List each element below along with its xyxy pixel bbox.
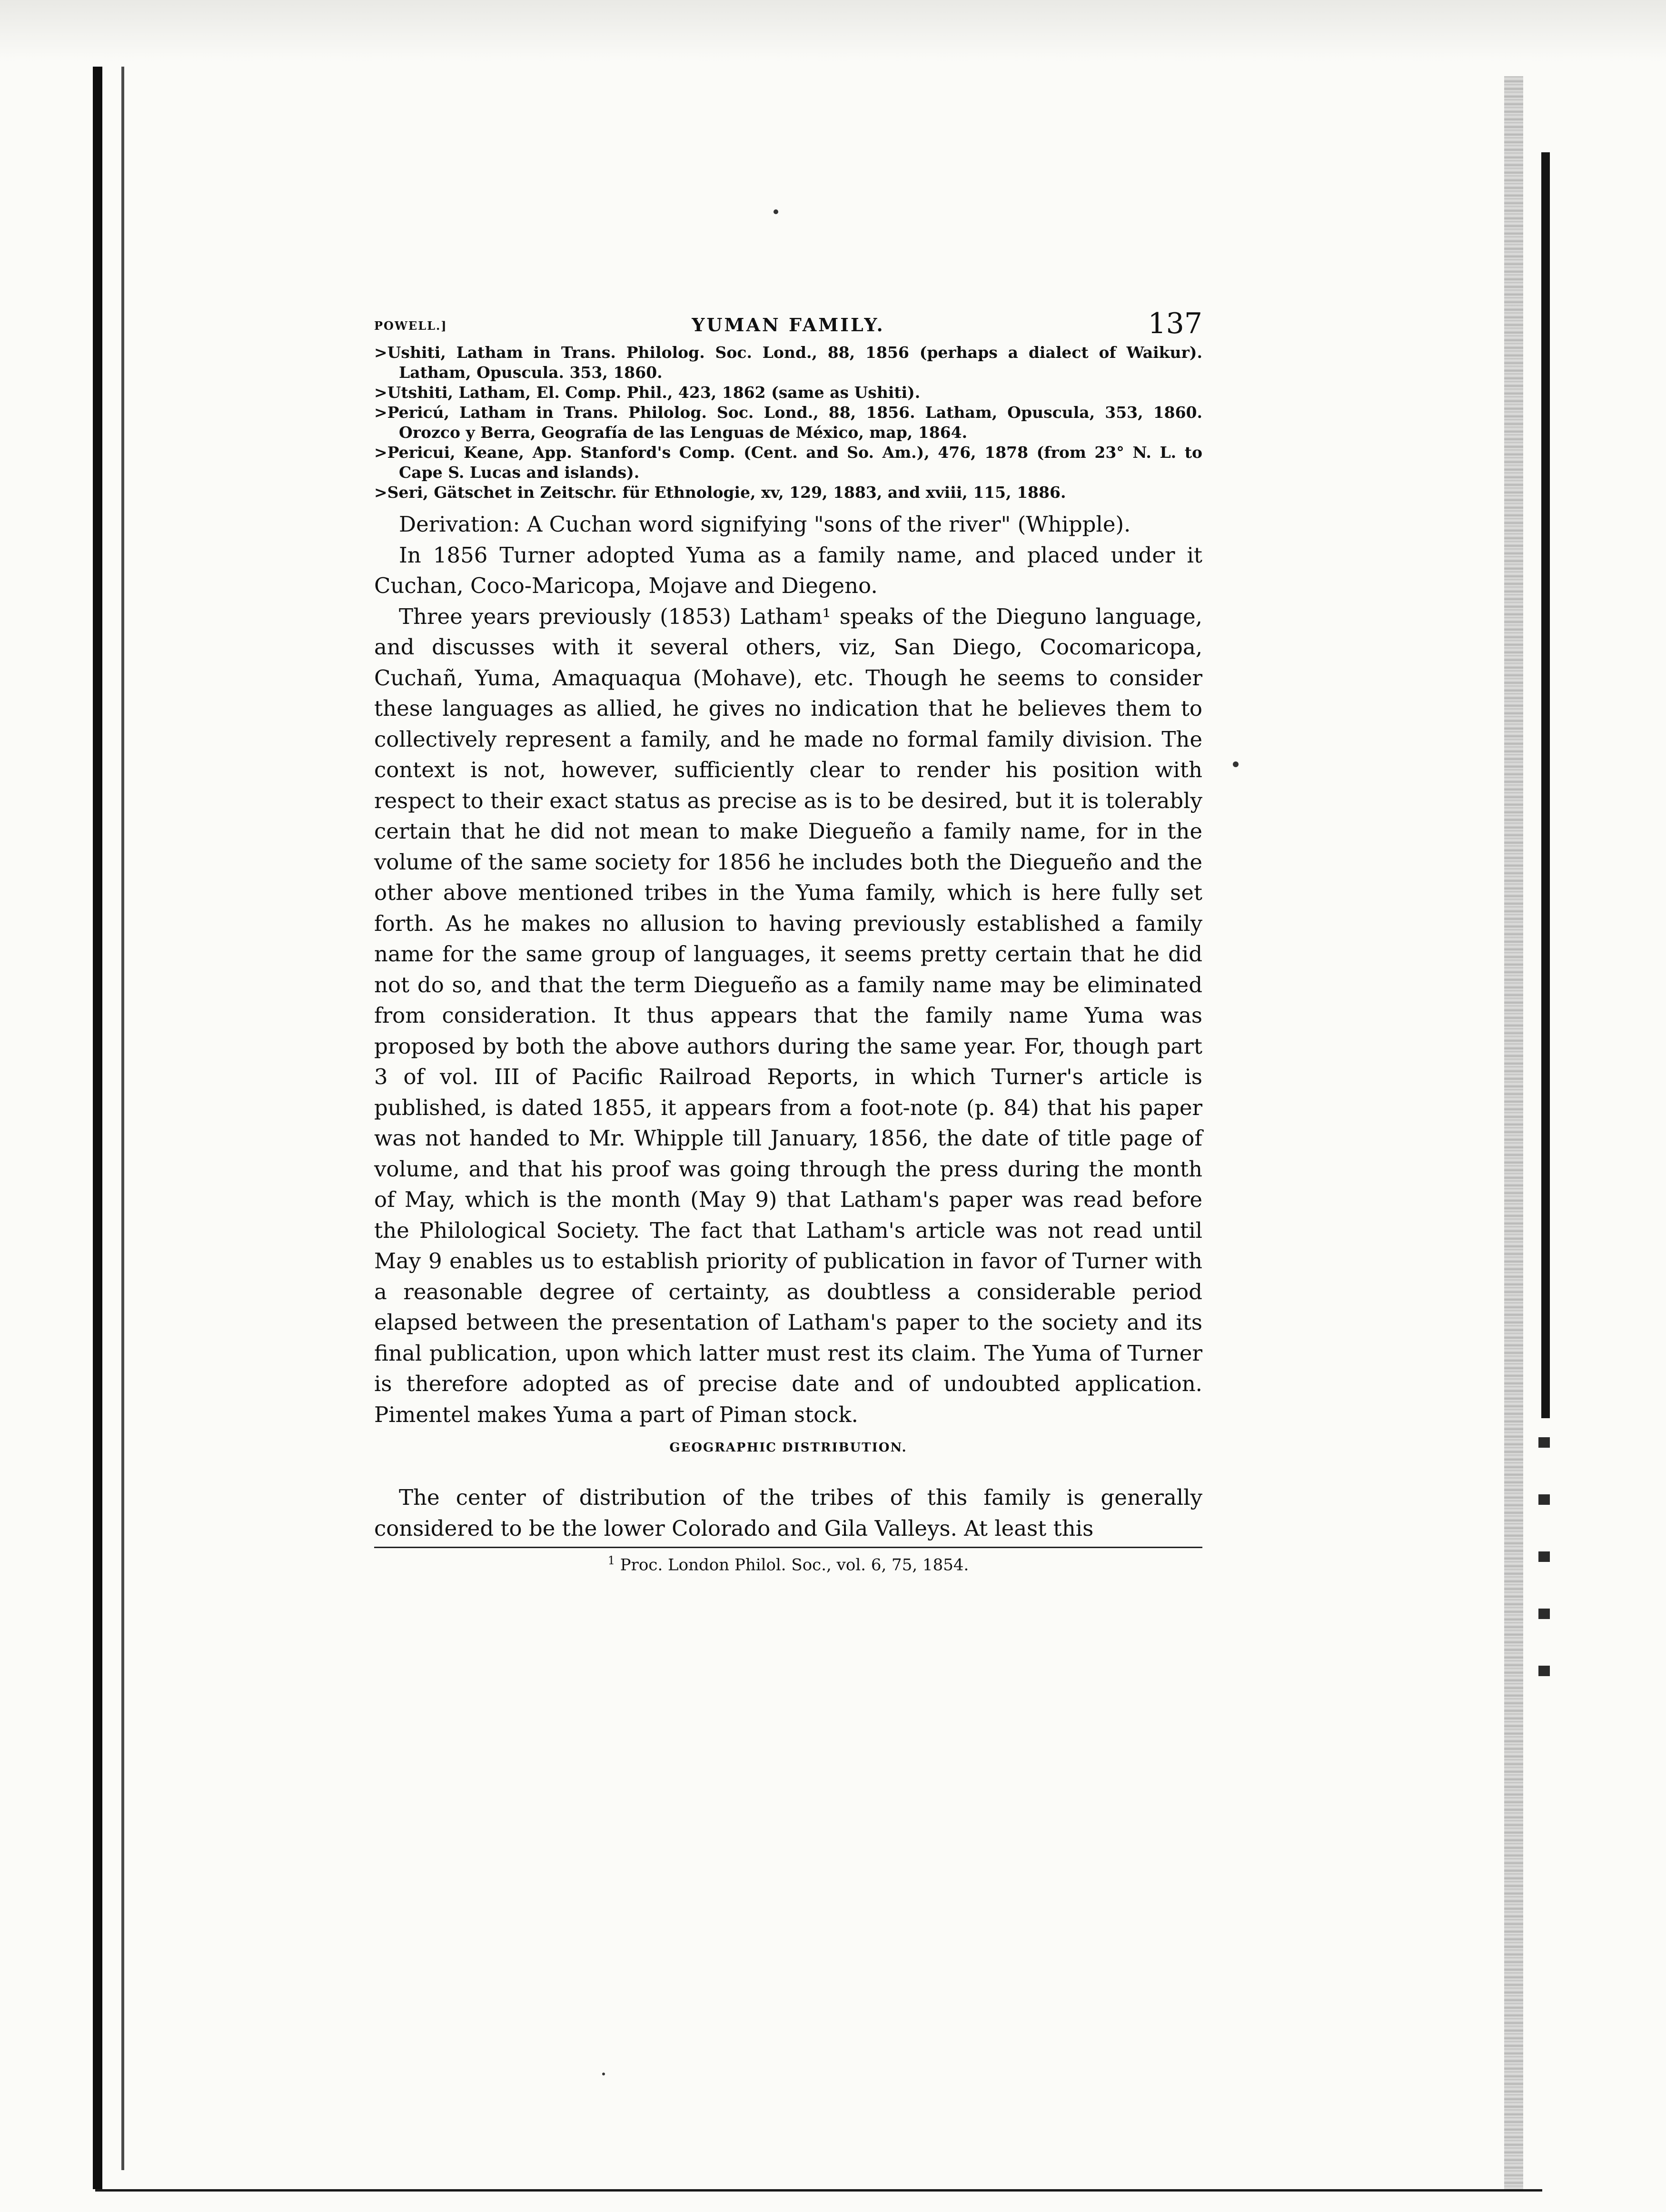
scan-speck xyxy=(1233,761,1239,767)
body-text xyxy=(374,509,1202,1430)
page-edge-bottom xyxy=(95,2189,1542,2192)
section-heading: GEOGRAPHIC DISTRIBUTION. xyxy=(669,1441,907,1455)
running-head-title: YUMAN FAMILY. xyxy=(692,314,885,336)
scan-speck xyxy=(602,2073,605,2075)
section-body xyxy=(374,1482,1202,1544)
scan-speck xyxy=(774,209,778,214)
synonymy-entry: >Pericú, Latham in Trans. Philolog. Soc. Lond., 88, 1856. Latham, Opuscula, 353, 1860. Orozco y Berra, Geografía de las Lenguas de México, map, 1864. xyxy=(374,403,1202,442)
footnote-mark: 1 xyxy=(607,1554,615,1567)
scan-marks-right xyxy=(1538,1437,1550,1723)
synonymy-entry: >Ushiti, Latham in Trans. Philolog. Soc. Lond., 88, 1856 (perhaps a dialect of Waikur). Latham, Opuscula. 353, 1860. xyxy=(374,343,1202,382)
binding-edge-left-thin xyxy=(121,67,124,2170)
synonymy-entry: >Utshiti, Latham, El. Comp. Phil., 423, 1862 (same as Ushiti). xyxy=(374,383,921,402)
document-page xyxy=(374,305,1202,1575)
running-head-author: POWELL.] xyxy=(374,319,447,333)
synonymy-entry: >Pericui, Keane, App. Stanford's Comp. (Cent. and So. Am.), 476, 1878 (from 23° N. L. to Cape S. Lucas and islands). xyxy=(374,443,1202,482)
page-edge-right xyxy=(1504,76,1523,2189)
binding-edge-left xyxy=(93,67,102,2189)
derivation-paragraph: Derivation: A Cuchan word signifying "sons of the river" (Whipple). xyxy=(399,512,1131,537)
running-head xyxy=(374,305,1202,343)
synonymy-entry: >Seri, Gätschet in Zeitschr. für Ethnologie, xv, 129, 1883, and xviii, 115, 1886. xyxy=(374,483,1066,502)
scan-top-shading xyxy=(0,0,1666,62)
body-paragraph: In 1856 Turner adopted Yuma as a family name, and placed under it Cuchan, Coco-Maricopa, Mojave and Diegeno. xyxy=(374,542,1202,598)
footnote-text: Proc. London Philol. Soc., vol. 6, 75, 1854. xyxy=(620,1555,969,1575)
page-number: 137 xyxy=(1148,307,1202,340)
footnote-rule xyxy=(374,1547,1202,1548)
body-paragraph: Three years previously (1853) Latham¹ speaks of the Dieguno language, and discusses with it several others, viz, San Diego, Cocomaricopa, Cuchañ, Yuma, Amaquaqua (Mohave), etc. Though he seems to consider these languages as allied, he gives no indication that he believes them to collectively represent a family, and he made no formal family division. The context is not, however, sufficiently clear to render his position with respect to their exact status as precise as is to be desired, but it is tolerably certain that he did not mean to make Diegueño a family name, for in the volume of the same society for 1856 he includes both the Diegueño and the other above mentioned tribes in the Yuma family, which is here fully set forth. As he makes no allusion to having previously established a family name for the same group of languages, it seems pretty certain that he did not do so, and that the term Diegueño as a family name may be eliminated from consideration. It thus appears that the family name Yuma was proposed by both the above authors during the same year. For, though part 3 of vol. III of Pacific Railroad Reports, in which Turner's article is published, is dated 1855, it appears from a foot-note (p. 84) that his paper was not handed to Mr. Whipple till January, 1856, the date of title page of volume, and that his proof was going through the press during the month of May, which is the month (May 9) that Latham's paper was read before the Philological Society. The fact that Latham's article was not read until May 9 enables us to establish priority of publication in favor of Turner with a reasonable degree of certainty, as doubtless a considerable period elapsed between the presentation of Latham's paper to the society and its final publication, upon which latter must rest its claim. The Yuma of Turner is therefore adopted as of precise date and of undoubted application. Pimentel makes Yuma a part of Piman stock. xyxy=(374,603,1202,1427)
footnote xyxy=(374,1550,1202,1575)
body-paragraph: The center of distribution of the tribes of this family is generally considered to be the lower Colorado and Gila Valleys. At least this xyxy=(374,1485,1202,1541)
binding-edge-right xyxy=(1541,152,1550,1418)
synonymy-list xyxy=(374,343,1202,503)
